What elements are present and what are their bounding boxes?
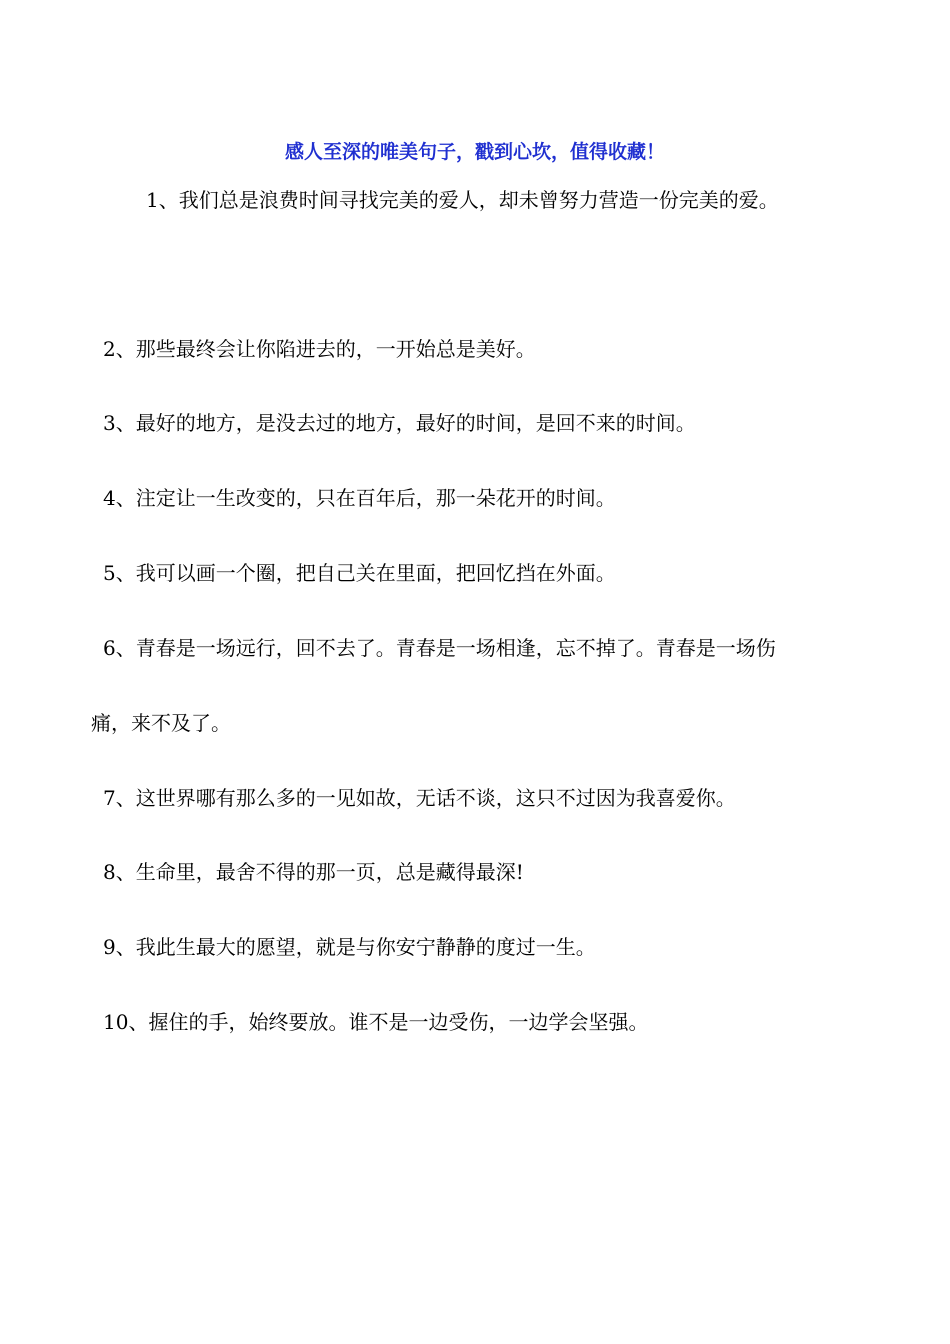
sentence-line-4: 4、注定让一生改变的，只在百年后，那一朵花开的时间。	[103, 486, 616, 510]
sentence-line-6: 6、青春是一场远行，回不去了。青春是一场相逢，忘不掉了。青春是一场伤	[103, 636, 776, 660]
sentence-line-2: 2、那些最终会让你陷进去的，一开始总是美好。	[103, 337, 536, 361]
sentence-line-1: 1、我们总是浪费时间寻找完美的爱人，却未曾努力营造一份完美的爱。	[146, 188, 779, 212]
document-title: 感人至深的唯美句子，戳到心坎，值得收藏！	[284, 141, 665, 163]
sentence-line-10: 10、握住的手，始终要放。谁不是一边受伤，一边学会坚强。	[103, 1010, 649, 1034]
sentence-line-8: 8、生命里，最舍不得的那一页，总是藏得最深!	[103, 860, 524, 884]
sentence-line-9: 9、我此生最大的愿望，就是与你安宁静静的度过一生。	[103, 935, 596, 959]
sentence-line-5: 5、我可以画一个圈，把自己关在里面，把回忆挡在外面。	[103, 561, 616, 585]
sentence-line-3: 3、最好的地方，是没去过的地方，最好的时间，是回不来的时间。	[103, 411, 696, 435]
sentence-line-6-continued: 痛，来不及了。	[91, 711, 231, 735]
sentence-line-7: 7、这世界哪有那么多的一见如故，无话不谈，这只不过因为我喜爱你。	[103, 786, 736, 810]
